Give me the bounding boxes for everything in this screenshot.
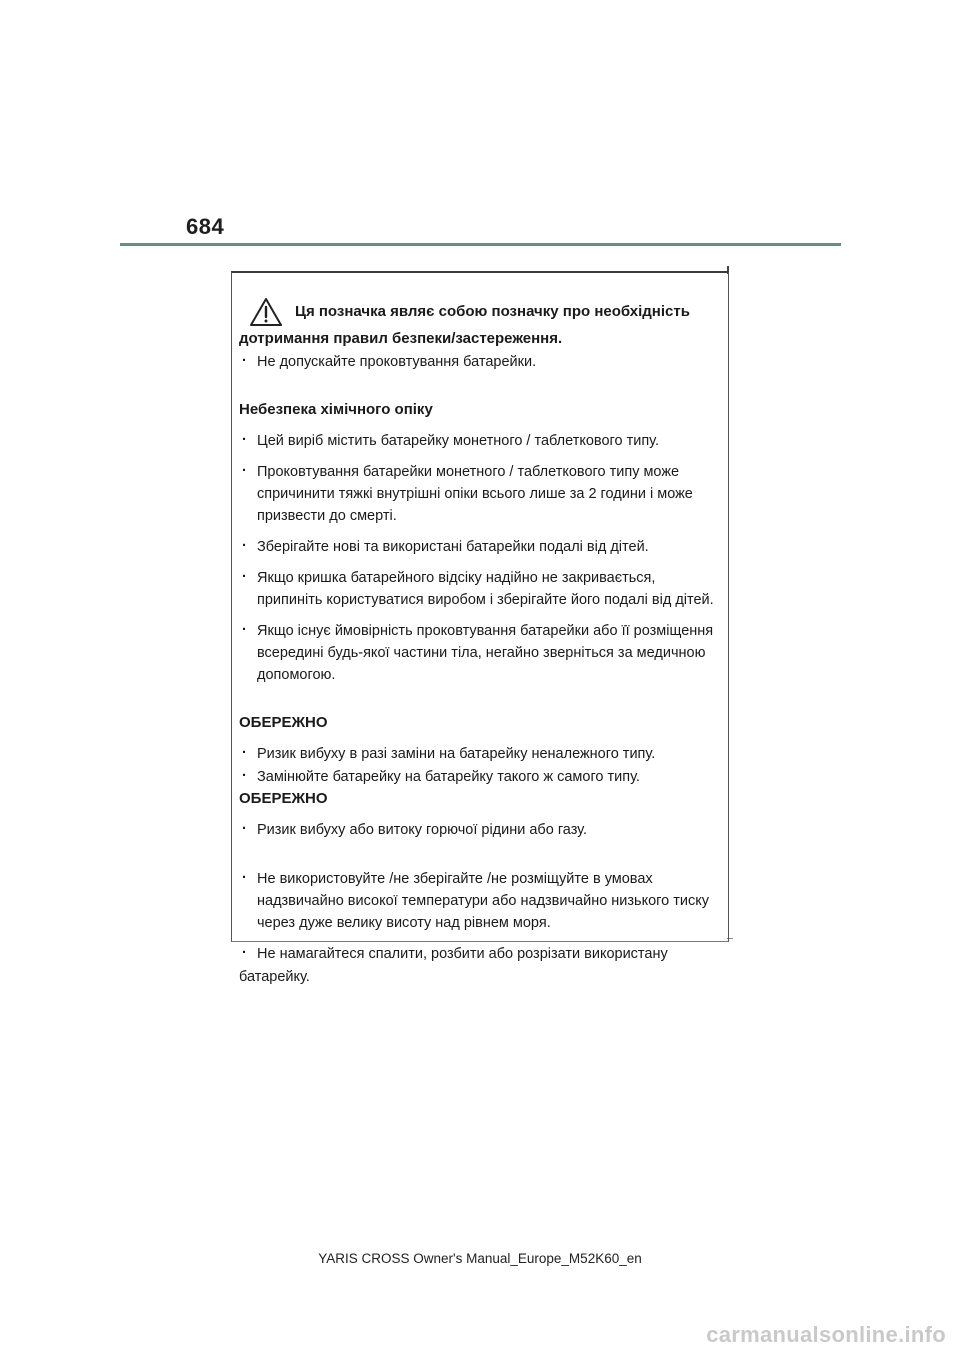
- warning-header: [239, 301, 721, 327]
- notice-content: [239, 301, 721, 988]
- section-heading-chemical-burn: Небезпека хімічного опіку: [239, 401, 433, 418]
- warning-triangle-icon: [249, 297, 283, 327]
- footer-manual-title: YARIS CROSS Owner's Manual_Europe_M52K60_en: [318, 1251, 642, 1266]
- list-item: · Якщо існує ймовірність проковтування батарейки або її розміщення всередині будь-якої частини тіла, негайно зверніться за медичною допомогою.: [239, 620, 721, 686]
- header-rule: [120, 243, 841, 246]
- list-item: · Ризик вибуху або витоку горючої рідини або газу.: [239, 819, 721, 841]
- warning-title-continued: дотримання правил безпеки/застереження.: [239, 330, 563, 347]
- list-item: · Не використовуйте /не зберігайте /не розміщуйте в умовах надзвичайно високої температури або надзвичайно низького тиску через дуже велику висоту над рівнем моря.: [239, 868, 721, 934]
- list-item: · Зберігайте нові та використані батарейки подалі від дітей.: [239, 536, 721, 558]
- list-item: · Не допускайте проковтування батарейки.: [239, 351, 721, 373]
- watermark: carmanualsonline.info: [706, 1322, 946, 1347]
- list-item: · Якщо кришка батарейного відсіку надійно не закривається, припиніть користуватися виробом і зберігайте його подалі від дітей.: [239, 567, 721, 611]
- caution-heading: ОБЕРЕЖНО: [239, 790, 328, 807]
- list-item: · Замінюйте батарейку на батарейку такого ж самого типу.: [239, 766, 721, 788]
- list-item: · Ризик вибуху в разі заміни на батарейку неналежного типу.: [239, 743, 721, 765]
- page-number: 684: [186, 214, 225, 239]
- list-item: · Проковтування батарейки монетного / таблеткового типу може спричинити тяжкі внутрішні опіки всього лише за 2 години і може призвести до смерті.: [239, 461, 721, 527]
- warning-title: Ця позначка являє собою позначку про необхідність: [295, 303, 690, 320]
- caution-heading: ОБЕРЕЖНО: [239, 714, 328, 731]
- list-item: · Цей виріб містить батарейку монетного / таблеткового типу.: [239, 430, 721, 452]
- list-item-continued: батарейку.: [239, 969, 310, 985]
- list-item: · Не намагайтеся спалити, розбити або розрізати використану: [239, 943, 721, 965]
- safety-notice-box: [231, 271, 729, 985]
